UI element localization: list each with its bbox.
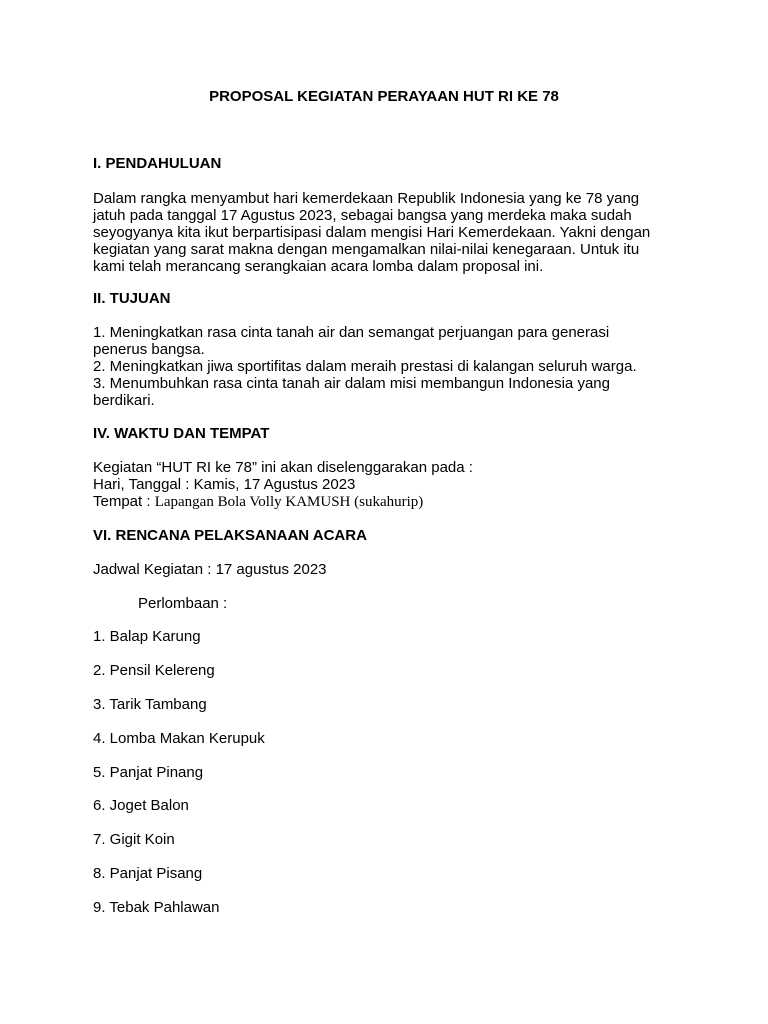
- jadwal-kegiatan: Jadwal Kegiatan : 17 agustus 2023: [93, 561, 327, 578]
- lomba-item: 2. Pensil Kelereng: [93, 662, 215, 679]
- lomba-item: 5. Panjat Pinang: [93, 764, 204, 781]
- pendahuluan-line: kegiatan yang sarat makna dengan mengamalkan nilai-nilai kenegaraan. Untuk itu: [93, 241, 640, 258]
- tujuan-line: 3. Menumbuhkan rasa cinta tanah air dalam misi membangun Indonesia yang: [93, 375, 610, 392]
- lomba-item: 4. Lomba Makan Kerupuk: [93, 730, 265, 747]
- waktu-intro: Kegiatan “HUT RI ke 78” ini akan diselenggarakan pada :: [93, 459, 473, 476]
- pendahuluan-line: seyogyanya kita ikut berpartisipasi dalam mengisi Hari Kemerdekaan. Yakni dengan: [93, 224, 651, 241]
- lomba-item: 3. Tarik Tambang: [93, 696, 207, 713]
- section-heading-waktu-tempat: IV. WAKTU DAN TEMPAT: [93, 425, 270, 442]
- section-heading-rencana: VI. RENCANA PELAKSANAAN ACARA: [93, 527, 367, 544]
- tempat-value: Lapangan Bola Volly KAMUSH (sukahurip): [154, 494, 424, 510]
- tujuan-line: 1. Meningkatkan rasa cinta tanah air dan semangat perjuangan para generasi: [93, 324, 610, 341]
- tujuan-line: 2. Meningkatkan jiwa sportifitas dalam meraih prestasi di kalangan seluruh warga.: [93, 358, 637, 375]
- lomba-item: 9. Tebak Pahlawan: [93, 899, 220, 916]
- perlombaan-label: Perlombaan :: [138, 595, 228, 612]
- pendahuluan-line: Dalam rangka menyambut hari kemerdekaan Republik Indonesia yang ke 78 yang: [93, 190, 640, 207]
- lomba-item: 6. Joget Balon: [93, 797, 189, 814]
- tempat-label: Tempat :: [93, 493, 155, 510]
- section-heading-pendahuluan: I. PENDAHULUAN: [93, 155, 222, 172]
- hari-tanggal: Hari, Tanggal : Kamis, 17 Agustus 2023: [93, 476, 356, 493]
- pendahuluan-line: jatuh pada tanggal 17 Agustus 2023, sebagai bangsa yang merdeka maka sudah: [93, 207, 632, 224]
- lomba-item: 1. Balap Karung: [93, 628, 201, 645]
- tempat-line: [93, 493, 423, 511]
- tujuan-line: penerus bangsa.: [93, 341, 205, 358]
- tujuan-line: berdikari.: [93, 392, 155, 409]
- document-title: PROPOSAL KEGIATAN PERAYAAN HUT RI KE 78: [209, 88, 559, 105]
- pendahuluan-line: kami telah merancang serangkaian acara lomba dalam proposal ini.: [93, 258, 544, 275]
- lomba-item: 7. Gigit Koin: [93, 831, 175, 848]
- section-heading-tujuan: II. TUJUAN: [93, 290, 171, 307]
- lomba-item: 8. Panjat Pisang: [93, 865, 203, 882]
